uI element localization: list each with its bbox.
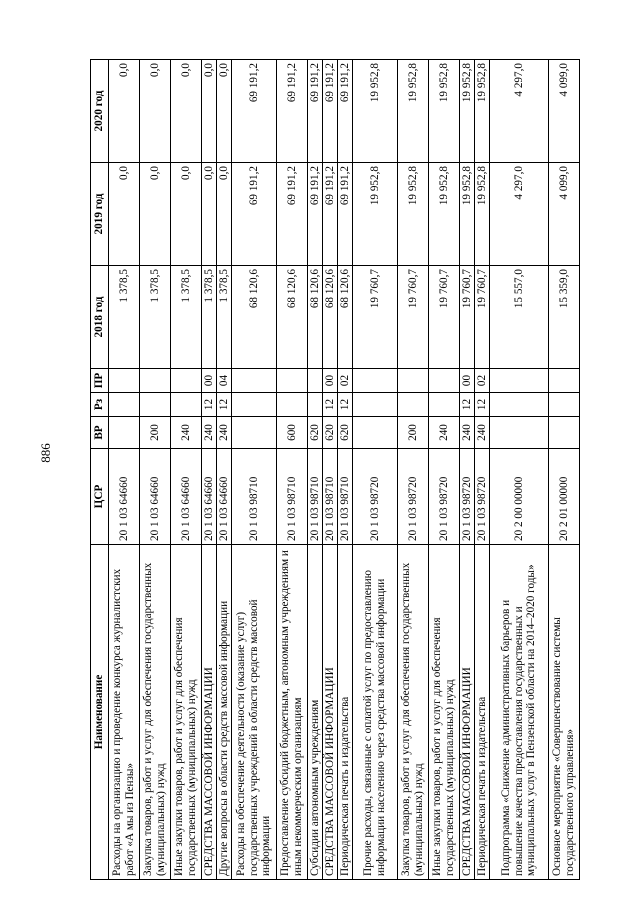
cell-2020: 19 952,8	[398, 60, 429, 163]
cell-2020: 69 191,2	[338, 60, 353, 163]
cell-2018: 68 120,6	[308, 266, 323, 369]
cell-2020: 19 952,8	[429, 60, 460, 163]
cell-2020: 0,0	[109, 60, 140, 163]
cell-2019: 19 952,8	[353, 163, 398, 266]
cell-rz	[140, 393, 171, 417]
cell-2020: 69 191,2	[308, 60, 323, 163]
cell-2019: 4 297,0	[490, 163, 549, 266]
cell-2018: 19 760,7	[429, 266, 460, 369]
cell-rz	[398, 393, 429, 417]
cell-2020: 4 099,0	[549, 60, 580, 163]
cell-csr: 20 2 01 00000	[549, 449, 580, 545]
cell-2019: 4 099,0	[549, 163, 580, 266]
cell-pr	[232, 369, 277, 393]
cell-rz: 12	[338, 393, 353, 417]
cell-name: Подпрограмма «Снижение административных барьеров и повышение качества предоставления государственных и муниципальных услуг в Пензенской области на 2014–2020 годы»	[490, 545, 549, 880]
table-row	[429, 60, 460, 880]
cell-vr: 240	[429, 417, 460, 449]
table-body	[109, 60, 580, 880]
cell-2018: 68 120,6	[232, 266, 277, 369]
cell-vr	[353, 417, 398, 449]
cell-name: Периодическая печать и издательства	[338, 545, 353, 880]
cell-2020: 0,0	[202, 60, 217, 163]
cell-csr: 20 1 03 98710	[338, 449, 353, 545]
cell-2019: 69 191,2	[308, 163, 323, 266]
cell-pr	[353, 369, 398, 393]
cell-vr: 240	[171, 417, 202, 449]
cell-name: Прочие расходы, связанные с оплатой услуг по предоставлению информации населению через средства массовой информации	[353, 545, 398, 880]
cell-2019: 0,0	[202, 163, 217, 266]
cell-rz: 12	[217, 393, 232, 417]
cell-csr: 20 1 03 98720	[398, 449, 429, 545]
cell-name: Иные закупки товаров, работ и услуг для обеспечения государственных (муниципальных) нужд	[171, 545, 202, 880]
table-row	[202, 60, 217, 880]
cell-vr	[232, 417, 277, 449]
cell-vr	[549, 417, 580, 449]
table-row	[217, 60, 232, 880]
cell-2019: 0,0	[109, 163, 140, 266]
cell-pr	[109, 369, 140, 393]
cell-csr: 20 1 03 64660	[109, 449, 140, 545]
cell-pr	[490, 369, 549, 393]
cell-rz: 12	[202, 393, 217, 417]
cell-vr: 600	[277, 417, 308, 449]
table-row	[140, 60, 171, 880]
cell-2020: 69 191,2	[277, 60, 308, 163]
cell-vr: 240	[475, 417, 490, 449]
cell-name: Расходы на организацию и проведение конкурса журналистских работ «А мы из Пензы»	[109, 545, 140, 880]
cell-name: Предоставление субсидий бюджетным, автономным учреждениям и иным некоммерческим организациям	[277, 545, 308, 880]
rotated-table-container	[90, 60, 590, 880]
header-2019: 2019 год	[91, 163, 109, 266]
cell-name: Основное мероприятие «Совершенствование системы государственного управления»	[549, 545, 580, 880]
cell-2020: 0,0	[171, 60, 202, 163]
table-header-row	[91, 60, 109, 880]
cell-csr: 20 1 03 98720	[353, 449, 398, 545]
table-row	[171, 60, 202, 880]
budget-table	[90, 59, 580, 880]
cell-csr: 20 1 03 98720	[475, 449, 490, 545]
cell-2019: 69 191,2	[338, 163, 353, 266]
cell-csr: 20 1 03 64660	[140, 449, 171, 545]
cell-rz	[308, 393, 323, 417]
cell-csr: 20 1 03 98710	[308, 449, 323, 545]
header-pr: ПР	[91, 369, 109, 393]
cell-rz	[429, 393, 460, 417]
table-row	[277, 60, 308, 880]
cell-vr: 200	[398, 417, 429, 449]
header-csr: ЦСР	[91, 449, 109, 545]
cell-2019: 0,0	[140, 163, 171, 266]
cell-pr: 04	[217, 369, 232, 393]
cell-name: Субсидии автономным учреждениям	[308, 545, 323, 880]
cell-2018: 19 760,7	[353, 266, 398, 369]
cell-rz	[109, 393, 140, 417]
cell-2018: 1 378,5	[202, 266, 217, 369]
table-row	[353, 60, 398, 880]
header-2020: 2020 год	[91, 60, 109, 163]
cell-2019: 19 952,8	[475, 163, 490, 266]
cell-2019: 19 952,8	[460, 163, 475, 266]
cell-2018: 68 120,6	[277, 266, 308, 369]
cell-2019: 0,0	[171, 163, 202, 266]
cell-vr: 620	[338, 417, 353, 449]
table-row	[109, 60, 140, 880]
cell-pr: 02	[475, 369, 490, 393]
cell-csr: 20 1 03 64660	[202, 449, 217, 545]
cell-2018: 1 378,5	[217, 266, 232, 369]
cell-2018: 19 760,7	[475, 266, 490, 369]
cell-2020: 19 952,8	[353, 60, 398, 163]
cell-csr: 20 1 03 98710	[232, 449, 277, 545]
cell-rz: 12	[323, 393, 338, 417]
cell-name: Закупка товаров, работ и услуг для обеспечения государственных (муниципальных) нужд	[140, 545, 171, 880]
cell-2020: 0,0	[140, 60, 171, 163]
cell-2018: 1 378,5	[140, 266, 171, 369]
cell-pr	[549, 369, 580, 393]
table-row	[308, 60, 323, 880]
cell-rz	[353, 393, 398, 417]
table-row	[338, 60, 353, 880]
header-name: Наименование	[91, 545, 109, 880]
cell-pr: 02	[338, 369, 353, 393]
cell-pr	[171, 369, 202, 393]
table-row	[232, 60, 277, 880]
page-number-text: 886	[38, 443, 53, 463]
cell-name: СРЕДСТВА МАССОВОЙ ИНФОРМАЦИИ	[323, 545, 338, 880]
cell-csr: 20 1 03 98710	[323, 449, 338, 545]
cell-vr: 620	[308, 417, 323, 449]
cell-pr	[398, 369, 429, 393]
table-row	[460, 60, 475, 880]
cell-rz	[171, 393, 202, 417]
cell-2020: 19 952,8	[460, 60, 475, 163]
cell-rz	[549, 393, 580, 417]
cell-csr: 20 1 03 64660	[217, 449, 232, 545]
header-rz: Рз	[91, 393, 109, 417]
cell-2019: 19 952,8	[398, 163, 429, 266]
cell-2020: 4 297,0	[490, 60, 549, 163]
cell-pr	[277, 369, 308, 393]
cell-csr: 20 1 03 98720	[460, 449, 475, 545]
cell-vr: 240	[202, 417, 217, 449]
cell-2018: 19 760,7	[398, 266, 429, 369]
cell-name: Иные закупки товаров, работ и услуг для обеспечения государственных (муниципальных) нужд	[429, 545, 460, 880]
cell-2020: 0,0	[217, 60, 232, 163]
table-row	[490, 60, 549, 880]
cell-name: Периодическая печать и издательства	[475, 545, 490, 880]
cell-csr: 20 1 03 98710	[277, 449, 308, 545]
table-row	[475, 60, 490, 880]
table-row	[549, 60, 580, 880]
cell-pr	[140, 369, 171, 393]
cell-2019: 69 191,2	[323, 163, 338, 266]
cell-2019: 0,0	[217, 163, 232, 266]
cell-2018: 19 760,7	[460, 266, 475, 369]
cell-2020: 69 191,2	[323, 60, 338, 163]
cell-name: Расходы на обеспечение деятельности (оказание услуг) государственных учреждений в области средств массовой информации	[232, 545, 277, 880]
cell-2020: 19 952,8	[475, 60, 490, 163]
cell-name: Другие вопросы в области средств массовой информации	[217, 545, 232, 880]
header-vr: ВР	[91, 417, 109, 449]
cell-csr: 20 1 03 64660	[171, 449, 202, 545]
cell-pr: 00	[460, 369, 475, 393]
table-row	[323, 60, 338, 880]
cell-csr: 20 1 03 98720	[429, 449, 460, 545]
cell-2018: 1 378,5	[109, 266, 140, 369]
cell-name: СРЕДСТВА МАССОВОЙ ИНФОРМАЦИИ	[460, 545, 475, 880]
cell-rz: 12	[460, 393, 475, 417]
table-row	[398, 60, 429, 880]
cell-rz: 12	[475, 393, 490, 417]
cell-pr	[429, 369, 460, 393]
cell-2019: 19 952,8	[429, 163, 460, 266]
cell-pr: 00	[202, 369, 217, 393]
cell-2018: 68 120,6	[338, 266, 353, 369]
cell-name: СРЕДСТВА МАССОВОЙ ИНФОРМАЦИИ	[202, 545, 217, 880]
cell-2018: 68 120,6	[323, 266, 338, 369]
cell-rz	[277, 393, 308, 417]
header-2018: 2018 год	[91, 266, 109, 369]
cell-name: Закупка товаров, работ и услуг для обеспечения государственных (муниципальных) нужд	[398, 545, 429, 880]
cell-pr	[308, 369, 323, 393]
cell-pr: 00	[323, 369, 338, 393]
cell-vr	[109, 417, 140, 449]
cell-2020: 69 191,2	[232, 60, 277, 163]
cell-rz	[232, 393, 277, 417]
cell-vr: 200	[140, 417, 171, 449]
cell-rz	[490, 393, 549, 417]
cell-vr: 240	[460, 417, 475, 449]
cell-2018: 15 557,0	[490, 266, 549, 369]
cell-2019: 69 191,2	[232, 163, 277, 266]
cell-vr: 240	[217, 417, 232, 449]
cell-vr: 620	[323, 417, 338, 449]
cell-2019: 69 191,2	[277, 163, 308, 266]
cell-2018: 15 359,0	[549, 266, 580, 369]
cell-csr: 20 2 00 00000	[490, 449, 549, 545]
cell-2018: 1 378,5	[171, 266, 202, 369]
cell-vr	[490, 417, 549, 449]
